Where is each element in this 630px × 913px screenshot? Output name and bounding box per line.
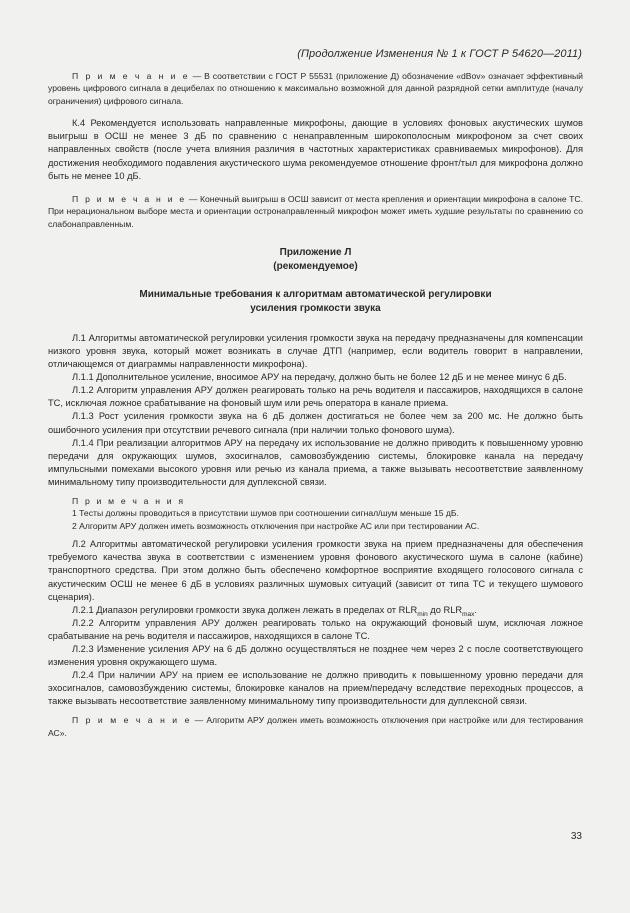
paragraph-l2-4: Л.2.4 При наличии АРУ на прием ее использование не должно приводить к повышенному уровню передачи для эхосигналов, самовозбуждению системы, блокировке каналов на прием/передачу вследствие переходных процессов, а также вызывать несоответствие заявленному минимальному типу производительности для дуплексной связи. — [48, 670, 583, 707]
l21-text-b: до RLR — [427, 604, 463, 615]
note-text: — В соответствии с ГОСТ Р 55531 (приложение Д) обозначение «dBov» означает эффективный уровень цифрового сигнала в децибелах по отношению к максимально возможной для данной разрядной сетки амплитуде (началу ограничения) цифрового сигнала. — [48, 71, 583, 106]
paragraph-l1: Л.1 Алгоритмы автоматической регулировки усиления громкости звука на передачу предназначены для компенсации низкого уровня звука, который может возникать в случае ДТП (например, если водитель говорит в направлении, отличающемся от диаграммы направленности микрофона). — [48, 332, 583, 370]
note-label: П р и м е ч а н и е — [72, 71, 190, 81]
note-label: П р и м е ч а н и е — [72, 715, 192, 726]
rlr-min-subscript: min — [417, 610, 428, 618]
page-content — [48, 70, 583, 739]
note-label: П р и м е ч а н и е — [72, 193, 187, 204]
paragraph-l1-1: Л.1.1 Дополнительное усиление, вносимое АРУ на передачу, должно быть не более 12 дБ и не менее минус 6 дБ. — [72, 372, 567, 383]
paragraph-l1-3: Л.1.3 Рост усиления громкости звука на 6 дБ должен достигаться не более чем за 200 мс. Не должно быть ошибочного усиления при отсутствии речевого сигнала (при наличии только фонового шума). — [48, 411, 583, 435]
note-item-2: 2 Алгоритм АРУ должен иметь возможность отключения при настройке АС или при тестировании АС. — [72, 520, 480, 531]
paragraph-l2-1 — [48, 604, 583, 617]
notes-heading — [48, 495, 583, 507]
l21-text-a: Л.2.1 Диапазон регулировки громкости звука должен лежать в пределах от RLR — [72, 604, 418, 615]
paragraph-l1-2: Л.1.2 Алгоритм управления АРУ должен реагировать только на речь водителя и пассажиров, находящихся в салоне ТС, исключая ложное срабатывание на фоновый шум или речь оператора в канале приема. — [48, 385, 583, 409]
note-dbov — [48, 70, 583, 107]
note-aru-disable — [48, 714, 583, 739]
notes-label: П р и м е ч а н и я — [72, 496, 186, 507]
note-text: — Алгоритм АРУ должен иметь возможность отключения при настройке или для тестирования АС». — [48, 715, 583, 738]
paragraph-k4: К.4 Рекомендуется использовать направленные микрофоны, дающие в условиях фоновых акустических шумов выигрыш в ОСШ не менее 3 дБ по сравнению с ненаправленным широкополосным микрофоном за счет своих направленных свойств (после учета влияния различия в частотных характеристиках сравниваемых микрофонов). Для достижения необходимого подавления акустического шума рекомендуемое отношение фронт/тыл для микрофона должно быть не менее 10 дБ. — [48, 118, 583, 181]
l21-text-c: . — [474, 604, 477, 615]
section-title-line-1: Минимальные требования к алгоритмам автоматической регулировки — [139, 288, 492, 300]
note-item-1: 1 Тесты должны проводиться в присутствии шумов при соотношении сигнал/шум меньше 15 дБ. — [72, 508, 459, 519]
rlr-max-subscript: max — [462, 610, 475, 618]
paragraph-l2: Л.2 Алгоритмы автоматической регулировки усиления громкости звука на прием предназначены для обеспечения требуемого качества звука в соответствии с изменением уровня фонового акустического шума в салоне (кабине) транспортного средства. При этом должно быть обеспечено комфортное восприятие входящего голосового сигнала с акустическим ОСШ не менее 6 дБ в условиях различных шумовых ситуаций (зависит от типа ТС и текущего шумового сценария). — [48, 539, 583, 602]
paragraph-l2-2: Л.2.2 Алгоритм управления АРУ должен реагировать только на окружающий фоновый шум, исключая ложное срабатывание на речь водителя и пассажиров, находящихся в салоне ТС. — [48, 617, 583, 641]
running-header: (Продолжение Изменения № 1 к ГОСТ Р 54620—2011) — [297, 48, 582, 60]
appendix-title: Приложение Л — [279, 246, 352, 258]
section-title-line-2: усиления громкости звука — [250, 302, 381, 314]
paragraph-l2-3: Л.2.3 Изменение усиления АРУ на 6 дБ должно осуществляться не позднее чем через 2 с после соответствующего изменения уровня окружающего шума. — [48, 644, 583, 668]
appendix-subtitle: (рекомендуемое) — [273, 260, 358, 272]
page-number: 33 — [570, 831, 582, 842]
note-text: — Конечный выигрыш в ОСШ зависит от места крепления и ориентации микрофона в салоне ТС. При нерациональном выборе места и ориентации остронаправленный микрофон может иметь худшие результаты по сравнению со слабонаправленным. — [48, 193, 583, 229]
paragraph-l1-4: Л.1.4 При реализации алгоритмов АРУ на передачу их использование не должно приводить к повышенному уровню передачи для окружающих шумов, эхосигналов, самовозбуждению системы, блокировке канала на передачу импульсными помехами высокого уровня или речью из канала приема, а также вызывать несоответствие заявленному минимальному типу производительности для дуплексной связи. — [48, 437, 583, 487]
note-microphone — [48, 193, 583, 230]
